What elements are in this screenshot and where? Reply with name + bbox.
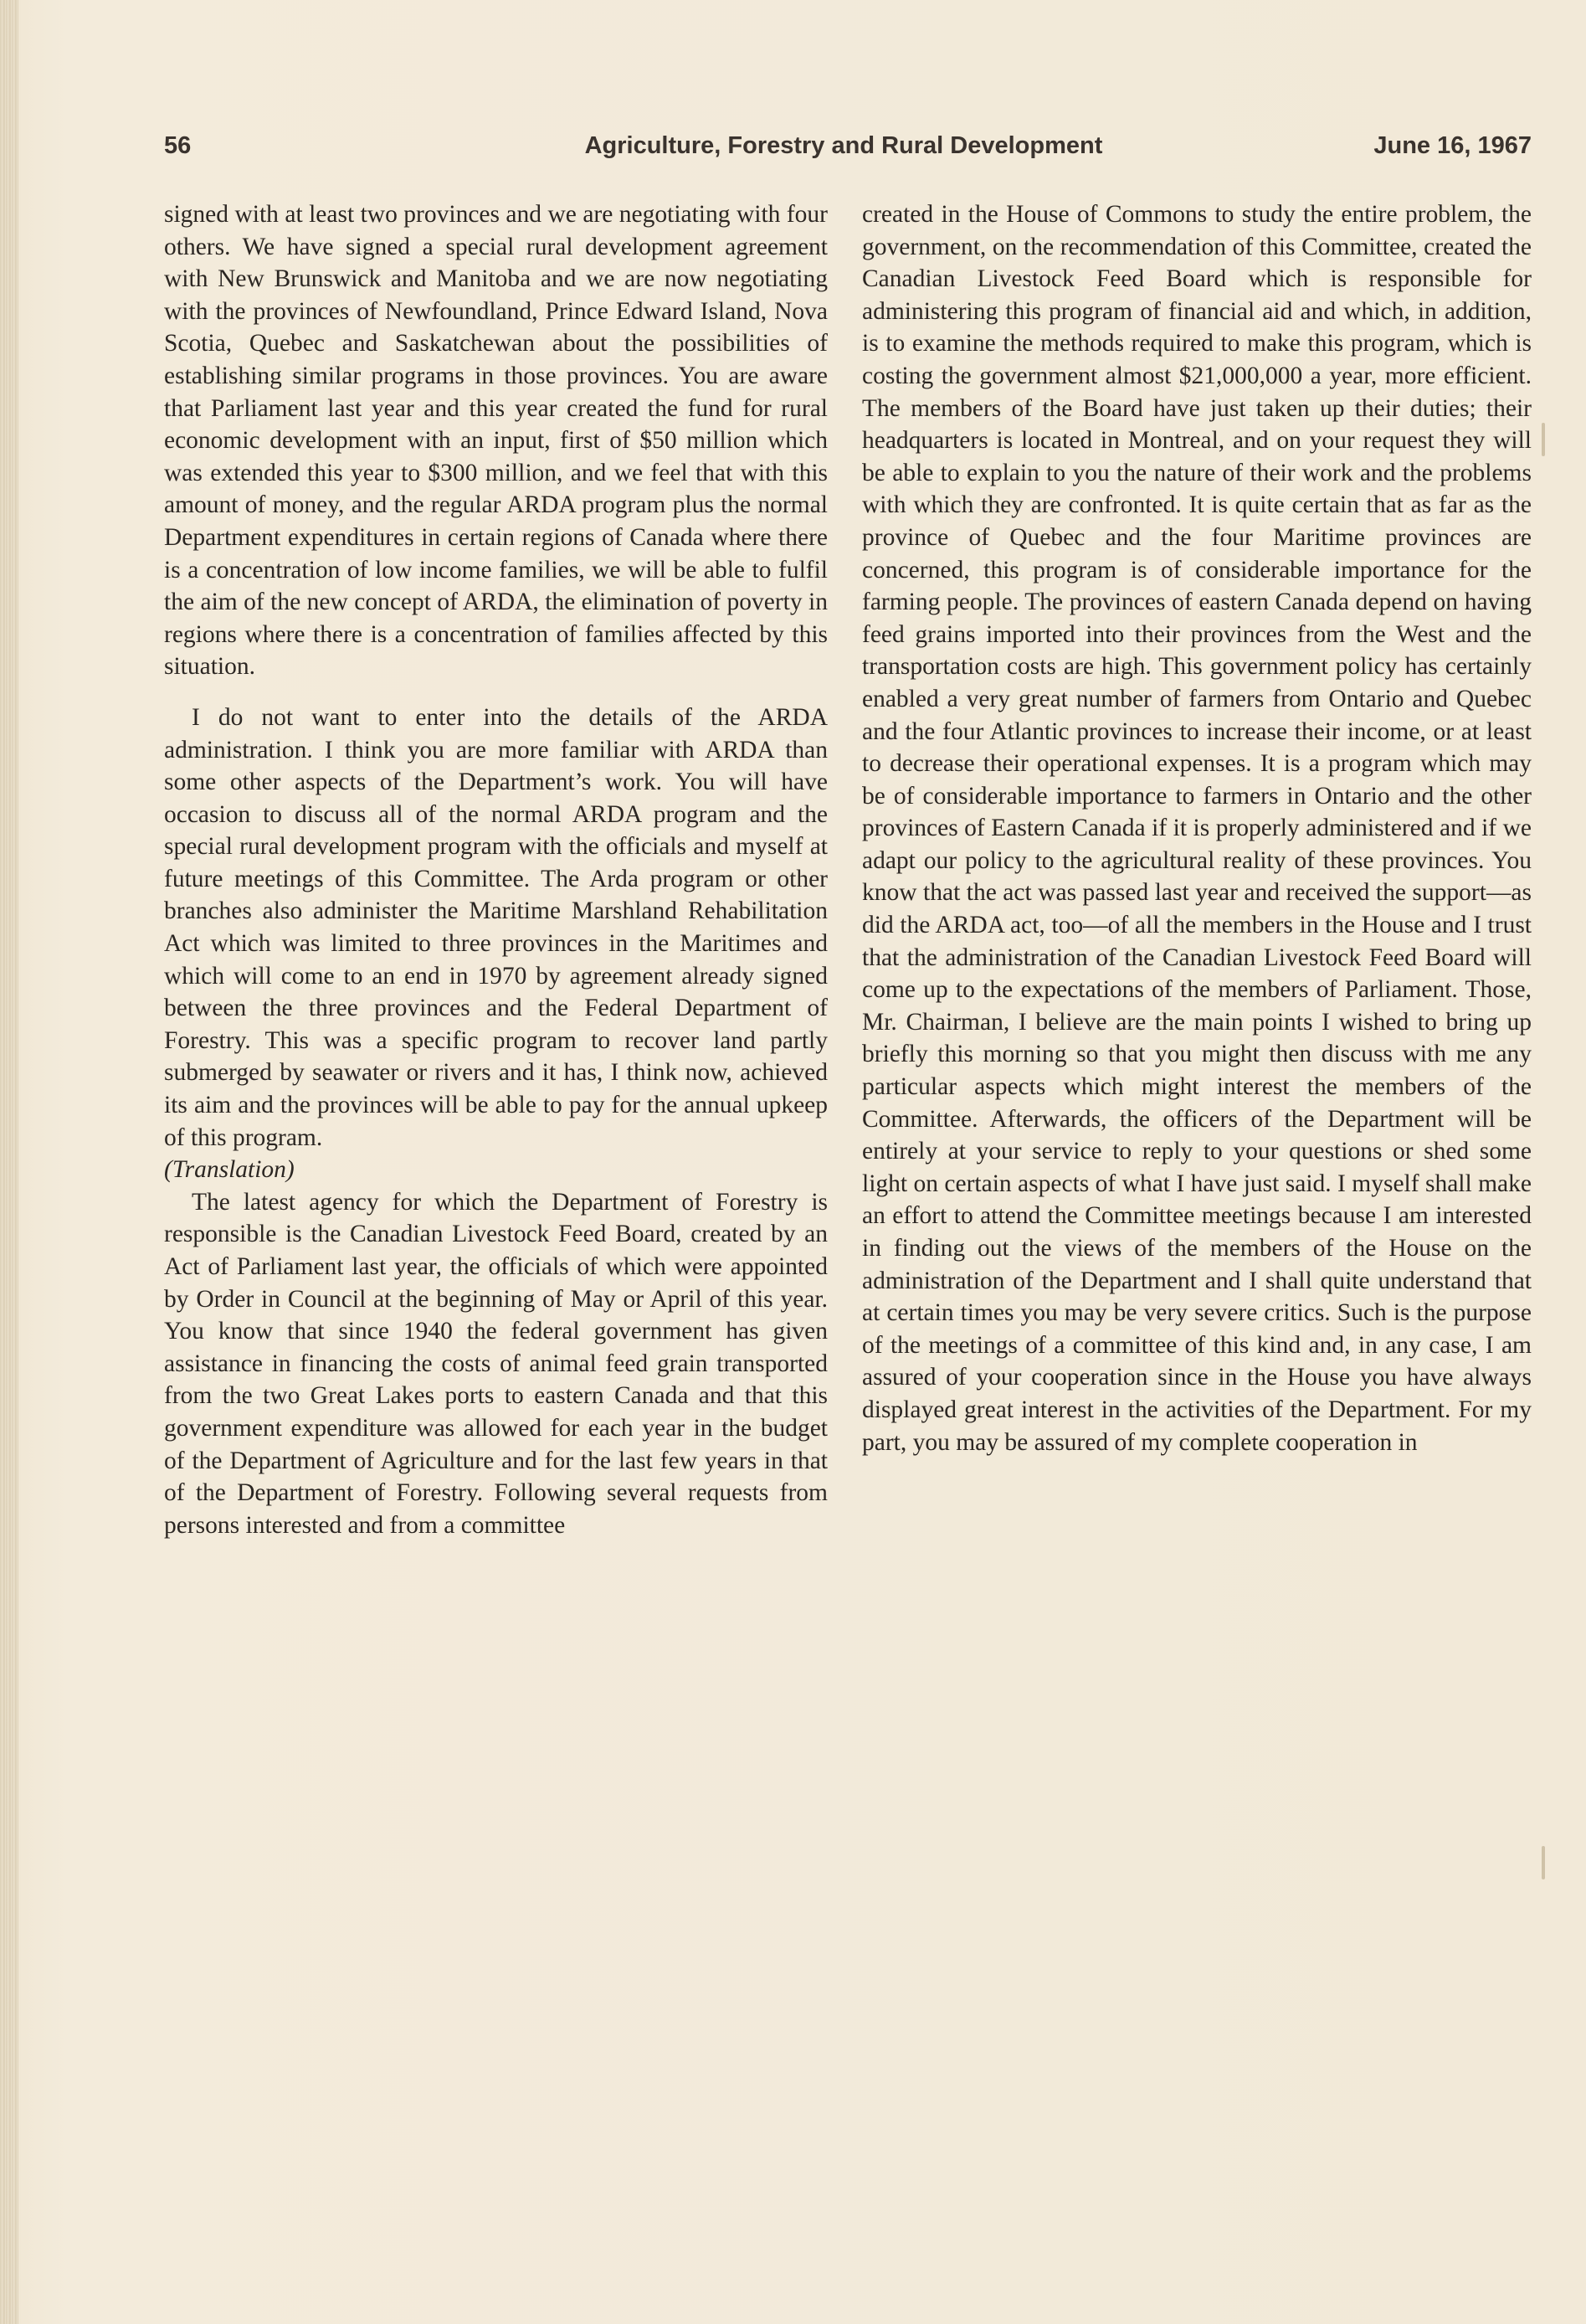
right-column [862,198,1532,1458]
binding-edge [0,0,18,2324]
header-date: June 16, 1967 [1373,132,1532,159]
running-title: Agriculture, Forestry and Rural Development [584,132,1103,159]
left-column [164,198,828,1541]
paragraph: signed with at least two provinces and we are negotiating with four others. We have signed a special rural development agreement with New Brunswick and Manitoba and we are now negotiating with the provinces of Newfoundland, Prince Edward Island, Nova Scotia, Quebec and Saskatchewan about the possibilities of establishing similar programs in those provinces. You are aware that Parliament last year and this year created the fund for rural economic development with an input, first of $50 million which was extended this year to $300 million, and we feel that with this amount of money, and the regular ARDA program plus the normal Department expenditures in certain regions of Canada where there is a concentration of low income families, we will be able to fulfil the aim of the new concept of ARDA, the elimination of poverty in regions where there is a concentration of families affected by this situation. [164,201,828,681]
paragraph: created in the House of Commons to study the entire problem, the government, on the recommendation of this Committee, created the Canadian Livestock Feed Board which is responsible for administering this program of financial aid and which, in addition, is to examine the methods required to make this program, which is costing the government almost $21,000,000 a year, more efficient. The members of the Board have just taken up their duties; their headquarters is located in Montreal, and on your request they will be able to explain to you the nature of their work and the problems with which they are confronted. It is quite certain that as far as the province of Quebec and the four Maritime provinces are concerned, this program is of considerable importance for the farming people. The provinces of eastern Canada depend on having feed grains imported into their provinces from the West and the transportation costs are high. This government policy has certainly enabled a very great number of farmers from Ontario and Quebec and the four Atlantic provinces to increase their income, or at least to decrease their operational expenses. It is a program which may be of considerable importance to farmers in Ontario and the other provinces of Eastern Canada if it is properly administered and if we adapt our policy to the agricultural reality of these provinces. You know that the act was passed last year and received the support—as did the ARDA act, too—of all the members in the House and I trust that the administration of the Canadian Livestock Feed Board will come up to the expectations of the members of Parliament. Those, Mr. Chairman, I believe are the main points I wished to bring up briefly this morning so that you might then discuss with me any particular aspects which might interest the members of the Committee. Afterwards, the officers of the Department will be entirely at your service to reply to your questions or shed some light on certain aspects of what I have just said. I myself shall make an effort to attend the Committee meetings because I am interested in finding out the views of the members of the House on the administration of the Department and I shall quite understand that at certain times you may be very severe critics. Such is the purpose of the meetings of a committee of this kind and, in any case, I am assured of your cooperation since in the House you have always displayed great interest in the activities of the Department. For my part, you may be assured of my complete cooperation in [862,201,1532,1456]
margin-mark [1542,423,1545,456]
paragraph: The latest agency for which the Department of Forestry is responsible is the Canadian Livestock Feed Board, created by an Act of Parliament last year, the officials of which were appointed by Order in Council at the beginning of May or April of this year. You know that since 1940 the federal government has given assistance in financing the costs of animal feed grain transported from the two Great Lakes ports to eastern Canada and that this government expenditure was allowed for each year in the budget of the Department of Agriculture and for the last few years in that of the Department of Forestry. Following several requests from persons interested and from a committee [164,1188,828,1539]
translation-label: (Translation) [164,1156,295,1184]
paragraph: I do not want to enter into the details of the ARDA administration. I think you are more familiar with ARDA than some other aspects of the Department’s work. You will have occasion to discuss all of the normal ARDA program and the special rural development program with the officials and myself at future meetings of this Committee. The Arda program or other branches also administer the Maritime Marshland Rehabilitation Act which was limited to three provinces in the Maritimes and which will come to an end in 1970 by agreement already signed between the three provinces and the Federal Department of Forestry. This was a specific program to recover land partly submerged by seawater or rivers and it has, I think now, achieved its aim and the provinces will be able to pay for the annual upkeep of this program. [164,703,828,1151]
margin-mark [1542,1846,1545,1879]
page-number: 56 [164,132,192,159]
page-header [164,132,1532,169]
